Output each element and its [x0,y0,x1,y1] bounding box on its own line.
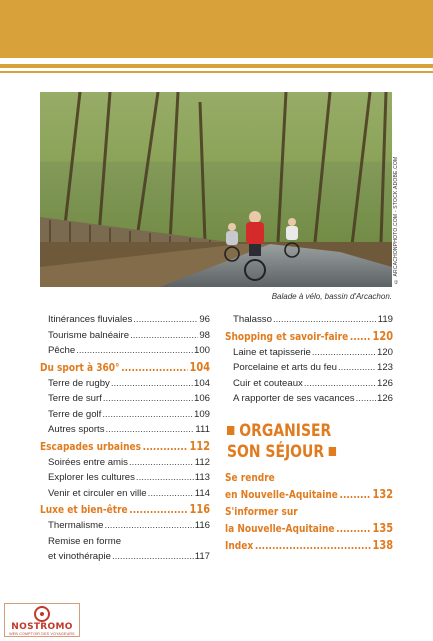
compass-emblem-icon [34,606,50,622]
section-title: Index [225,538,254,552]
toc-section-heading[interactable] [40,359,210,376]
leader-dots [104,518,193,534]
section-title: Se rendre [225,470,275,484]
section-title-cont: la Nouvelle-Aquitaine [225,521,335,535]
toc-right-column [225,312,393,554]
toc-section-heading[interactable] [225,328,393,345]
toc-entry-page: 119 [377,314,393,325]
square-bullet-icon [227,426,234,435]
toc-entry[interactable] [225,345,393,361]
toc-entry-page: 126 [376,377,393,389]
photo-credit: © ARCACHONPHOTO.COM - STOCK.ADOBE.COM [393,156,399,284]
toc-entry-page: 109 [193,408,210,420]
toc-entry[interactable] [225,312,393,328]
toc-entry[interactable] [40,376,210,392]
toc-section-heading[interactable] [225,537,393,554]
leader-dots [350,328,371,345]
leader-dots [129,501,188,518]
toc-entry-label: Explorer les cultures [48,472,135,483]
leader-dots [136,470,194,486]
chapter-title [227,421,395,463]
toc-entry[interactable] [40,534,210,565]
toc-entry-page: 96 [199,314,210,325]
section-page: 132 [372,486,394,501]
toc-entry-label: Pêche [48,345,76,356]
section-title-cont: en Nouvelle-Aquitaine [225,487,338,501]
leader-dots [102,407,193,423]
toc-entry-label: Cuir et couteaux [233,377,303,389]
leader-dots [76,343,193,359]
toc-left-column [40,312,210,565]
leader-dots [121,359,188,376]
toc-entry-page: 116 [194,520,210,531]
header-rule-thin [0,71,433,73]
section-page: 104 [189,359,211,374]
toc-entry[interactable] [40,391,210,407]
chapter-title-line1: ORGANISER [239,420,332,441]
leader-dots [143,438,188,455]
leader-dots [130,328,198,344]
toc-section-heading[interactable] [225,503,393,537]
toc-entry-label-cont: et vinothérapie [48,551,111,562]
toc-entry-label: Laine et tapisserie [233,346,311,358]
leader-dots [148,486,194,502]
leader-dots [103,391,193,407]
toc-entry-label: Thermalisme [48,520,104,531]
toc-entry-page: 100 [193,345,210,356]
header-band [0,0,433,58]
toc-entry-page: 123 [376,362,393,373]
toc-entry[interactable] [225,360,393,376]
toc-entry[interactable] [40,455,210,471]
toc-entry-page: 114 [194,487,210,499]
chapter-title-line2: SON SÉJOUR [227,441,325,462]
section-title: Escapades urbaines [40,439,142,453]
leader-dots [255,537,371,554]
toc-entry-page: 106 [193,393,210,404]
nostromo-logo [4,603,80,637]
logo-name: NOSTROMO [11,622,73,632]
toc-entry-page: 117 [194,551,210,562]
square-bullet-icon [329,447,336,456]
toc-entry-page: 111 [195,424,210,435]
leader-dots [304,376,376,392]
toc-entry-label: Terre de surf [48,393,102,404]
toc-entry-label: Itinérances fluviales [48,314,133,325]
toc-section-heading[interactable] [225,469,393,503]
toc-entry-page: 104 [193,377,210,389]
leader-dots [356,391,376,407]
toc-entry-label: Remise en forme [48,535,122,547]
leader-dots [133,312,198,328]
toc-section-heading[interactable] [40,501,210,518]
toc-entry-page: 112 [194,456,210,468]
leader-dots [129,455,194,471]
photo-caption: Balade à vélo, bassin d'Arcachon. [271,292,392,301]
section-page: 138 [372,537,394,552]
toc-entry-label: Autres sports [48,424,105,435]
toc-entry-page: 113 [194,472,210,483]
leader-dots [273,312,377,328]
leader-dots [312,345,376,361]
toc-entry[interactable] [40,343,210,359]
leader-dots [336,520,371,537]
toc-entry[interactable] [225,376,393,392]
toc-entry-label: Soirées entre amis [48,456,128,468]
section-page: 135 [372,520,394,535]
logo-tagline: WEB COMPTOIR DES VOYAGEURS [9,632,75,636]
toc-entry[interactable] [40,328,210,344]
toc-entry-label: A rapporter de ses vacances [233,393,355,404]
leader-dots [112,549,194,565]
toc-section-heading[interactable] [40,438,210,455]
toc-entry-label: Terre de golf [48,408,102,420]
section-title: Luxe et bien-être [40,503,128,516]
section-title: Du sport à 360° [40,360,120,374]
leader-dots [340,486,371,503]
toc-entry-label: Porcelaine et arts du feu [233,362,337,373]
toc-entry-page: 98 [199,329,210,341]
section-page: 116 [189,502,211,516]
toc-entry[interactable] [40,312,210,328]
section-page: 112 [189,438,211,453]
section-title: Shopping et savoir-faire [225,329,349,343]
leader-dots [338,360,376,376]
leader-dots [106,422,195,438]
section-page: 120 [372,328,394,343]
header-rule [0,64,433,68]
cycling-photo [40,92,392,287]
section-title: S'informer sur [225,504,298,518]
toc-entry[interactable] [40,518,210,534]
toc-entry-page: 120 [376,346,393,358]
toc-entry-page: 126 [376,393,393,404]
toc-entry-label: Tourisme balnéaire [48,329,130,341]
toc-entry-label: Venir et circuler en ville [48,487,147,499]
toc-entry[interactable] [40,486,210,502]
toc-entry-label: Thalasso [233,314,272,325]
toc-entry[interactable] [40,470,210,486]
toc-entry[interactable] [225,391,393,407]
leader-dots [111,376,193,392]
toc-entry[interactable] [40,422,210,438]
toc-entry-label: Terre de rugby [48,377,110,389]
toc-entry[interactable] [40,407,210,423]
